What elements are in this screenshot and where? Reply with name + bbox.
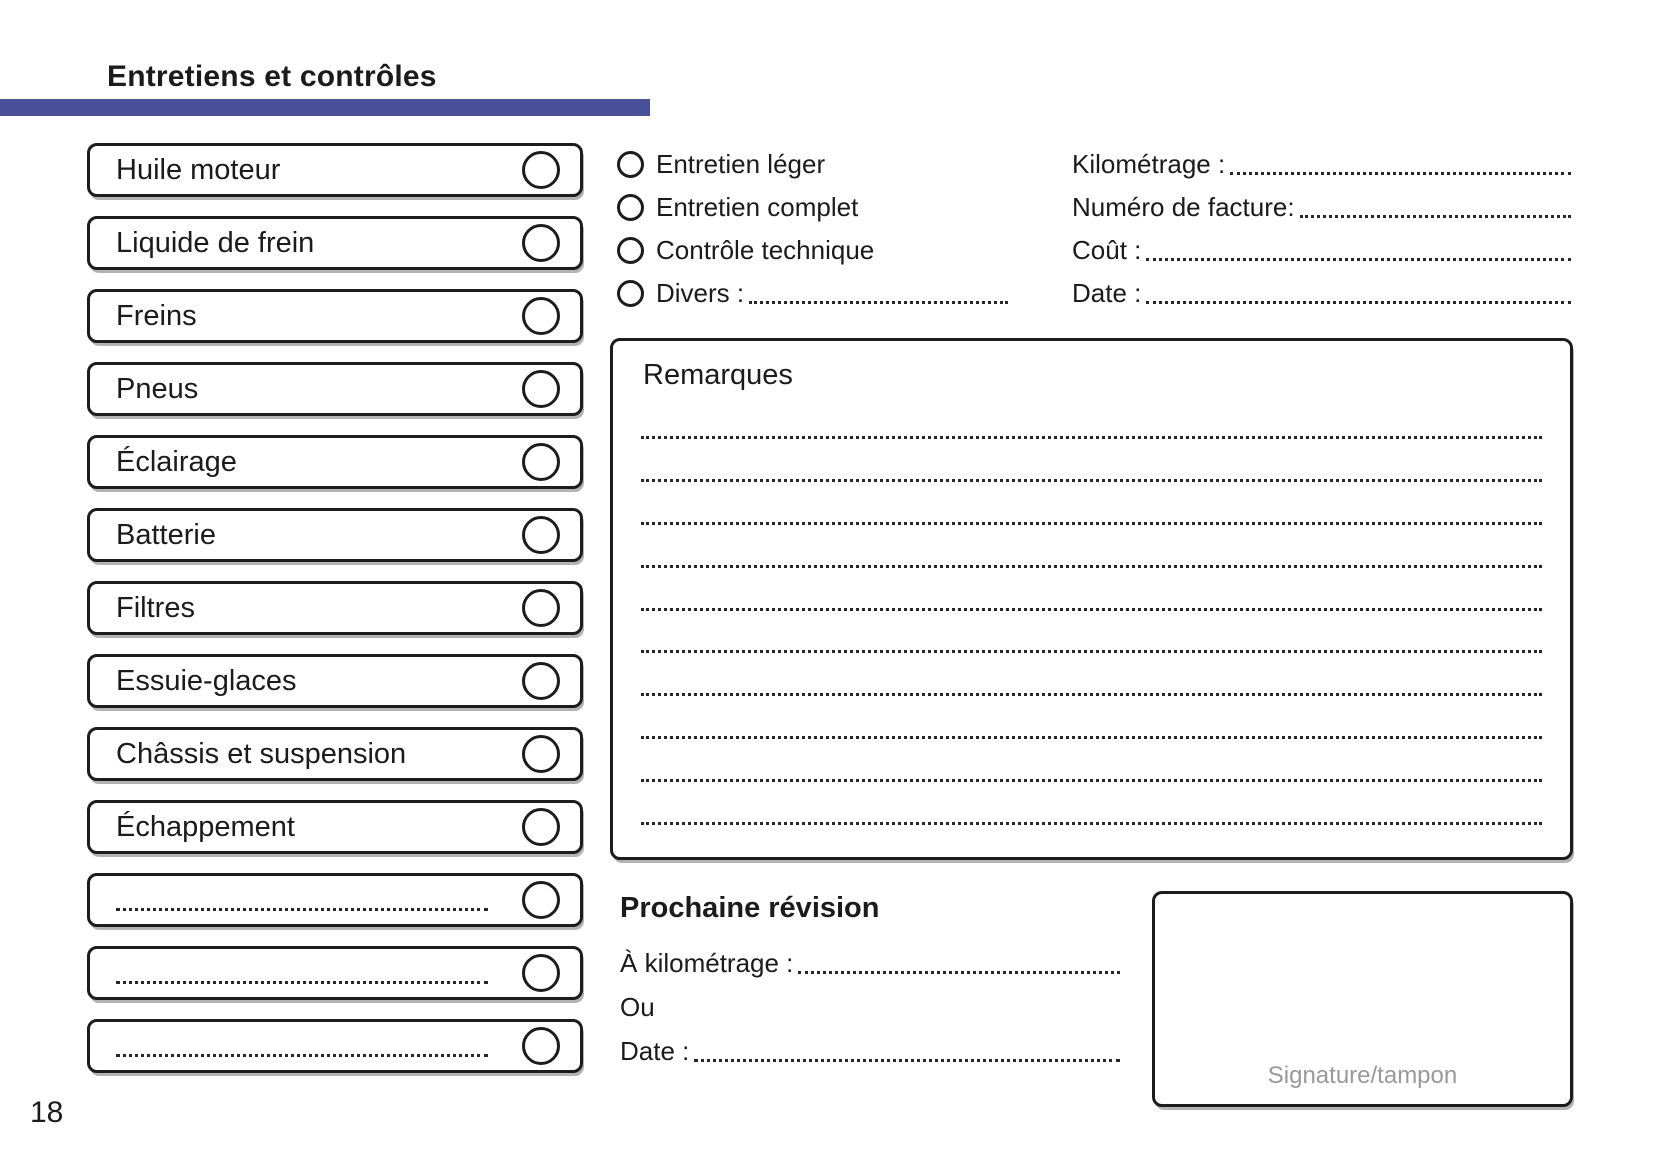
next-service-title: Prochaine révision (620, 892, 880, 924)
service-type-option (617, 234, 1008, 267)
remark-write-in-line[interactable] (641, 693, 1542, 696)
checklist-item (87, 727, 583, 781)
checklist-item-label: Éclairage (116, 445, 237, 478)
checklist-item-label: Freins (116, 299, 197, 332)
service-type-options (617, 148, 1008, 310)
maintenance-checklist (87, 143, 583, 1073)
field-row (1072, 234, 1571, 267)
checklist-item-circle[interactable] (522, 881, 560, 919)
checklist-item-label: Pneus (116, 372, 199, 405)
page-number: 18 (30, 1096, 64, 1129)
radio-circle[interactable] (617, 280, 644, 307)
remark-write-in-line[interactable] (641, 779, 1542, 782)
field-label: Kilométrage : (1072, 149, 1226, 179)
service-type-label: Contrôle technique (656, 235, 875, 265)
remarks-title: Remarques (643, 359, 793, 391)
service-type-label: Entretien complet (656, 192, 859, 222)
checklist-item (87, 800, 583, 854)
next-service-or-label: Ou (620, 992, 655, 1022)
checklist-item-label: Châssis et suspension (116, 737, 407, 770)
checklist-item (87, 289, 583, 343)
remark-write-in-line[interactable] (641, 822, 1542, 825)
checklist-item-circle[interactable] (522, 954, 560, 992)
remark-write-in-line[interactable] (641, 608, 1542, 611)
next-service-date-label: Date : (620, 1036, 690, 1066)
checklist-item (87, 143, 583, 197)
checklist-item-circle[interactable] (522, 808, 560, 846)
checklist-item-circle[interactable] (522, 735, 560, 773)
checklist-item-circle[interactable] (522, 370, 560, 408)
checklist-item-label: Liquide de frein (116, 226, 315, 259)
remarks-lines (641, 436, 1542, 825)
remark-write-in-line[interactable] (641, 436, 1542, 439)
field-write-in-line[interactable] (1300, 215, 1571, 218)
field-label: Numéro de facture: (1072, 192, 1295, 222)
service-type-label: Entretien léger (656, 149, 826, 179)
checklist-item (87, 581, 583, 635)
checklist-item-label: Filtres (116, 591, 195, 624)
field-write-in-line[interactable] (1146, 258, 1571, 261)
checklist-item-circle[interactable] (522, 224, 560, 262)
title-underline-bar (0, 99, 650, 116)
checklist-item-circle[interactable] (522, 443, 560, 481)
field-write-in-line[interactable] (1230, 172, 1571, 175)
service-type-label: Divers : (656, 278, 745, 308)
remark-write-in-line[interactable] (641, 479, 1542, 482)
field-write-in-line[interactable] (798, 971, 1120, 974)
service-type-option (617, 277, 1008, 310)
field-write-in-line[interactable] (694, 1059, 1120, 1062)
checklist-item-blank (87, 946, 583, 1000)
field-row (1072, 277, 1571, 310)
checklist-item (87, 508, 583, 562)
next-service-km-label: À kilométrage : (620, 948, 794, 978)
remark-write-in-line[interactable] (641, 650, 1542, 653)
remarks-box (610, 338, 1573, 860)
radio-circle[interactable] (617, 194, 644, 221)
checklist-item-circle[interactable] (522, 151, 560, 189)
write-in-line[interactable] (116, 908, 488, 911)
checklist-item-label: Batterie (116, 518, 216, 551)
next-service-km-row (620, 947, 1120, 980)
signature-stamp-area[interactable] (1152, 891, 1573, 1107)
field-label: Date : (1072, 278, 1142, 308)
field-row (1072, 191, 1571, 224)
checklist-item-circle[interactable] (522, 297, 560, 335)
radio-circle[interactable] (617, 151, 644, 178)
checklist-item-blank (87, 1019, 583, 1073)
checklist-item-circle[interactable] (522, 1027, 560, 1065)
invoice-fields (1072, 148, 1571, 310)
checklist-item-circle[interactable] (522, 589, 560, 627)
field-write-in-line[interactable] (1146, 301, 1571, 304)
next-service-date-row (620, 1035, 1120, 1068)
remark-write-in-line[interactable] (641, 736, 1542, 739)
checklist-item-circle[interactable] (522, 662, 560, 700)
remark-write-in-line[interactable] (641, 565, 1542, 568)
service-type-option (617, 191, 1008, 224)
checklist-item-label: Huile moteur (116, 153, 281, 186)
checklist-item-circle[interactable] (522, 516, 560, 554)
checklist-item-blank (87, 873, 583, 927)
field-label: Coût : (1072, 235, 1142, 265)
checklist-item (87, 654, 583, 708)
next-service-or-row (620, 991, 820, 1024)
write-in-line[interactable] (116, 1054, 488, 1057)
checklist-item (87, 216, 583, 270)
write-in-line[interactable] (749, 301, 1008, 304)
checklist-item (87, 362, 583, 416)
service-type-option (617, 148, 1008, 181)
checklist-item-label: Échappement (116, 810, 295, 843)
field-row (1072, 148, 1571, 181)
write-in-line[interactable] (116, 981, 488, 984)
radio-circle[interactable] (617, 237, 644, 264)
signature-hint-label: Signature/tampon (1267, 1062, 1458, 1089)
page-title: Entretiens et contrôles (107, 60, 437, 93)
remark-write-in-line[interactable] (641, 522, 1542, 525)
checklist-item-label: Essuie-glaces (116, 664, 297, 697)
checklist-item (87, 435, 583, 489)
